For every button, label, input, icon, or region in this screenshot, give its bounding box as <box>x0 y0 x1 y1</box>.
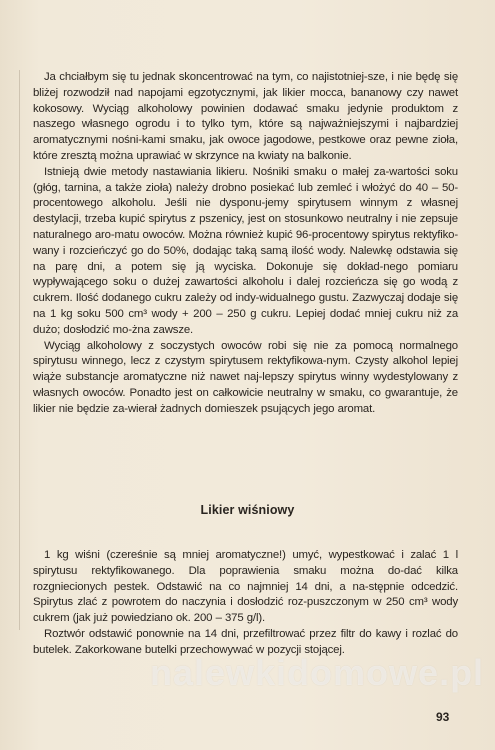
paragraph-extract: Wyciąg alkoholowy z soczystych owoców robi się nie za pomocą normalnego spirytusu winnego, lecz z czystym spirytusem rektyfikowa-nym. Czysty alkohol lepiej wiąże substancje aromatyczne niż nawet naj-lepszy spirytus winny wydestylowany z własnych owoców. Ponadto jest on całkowicie neutralny w smaku, co gwarantuje, że likier nie będzie za-wierał żadnych domieszek psujących jego aromat. <box>33 339 458 415</box>
recipe-heading: Likier wiśniowy <box>200 503 295 517</box>
paragraph-recipe-step-1: 1 kg wiśni (czereśnie są mniej aromatyczne!) umyć, wypestkować i zalać 1 l spirytusu rektyfikowanego. Dla poprawienia smaku można do-dać kilka rozgniecionych pestek. Odstawić na co najmniej 14 dni, a na-stępnie odcedzić. Spirytus zlać z powrotem do naczynia i dosłodzić roz-puszczonym w 250 cm³ wody cukrem (jak już powiedziano ok. 200 – 375 g/l). <box>33 549 458 625</box>
paragraph-intro: Ja chciałbym się tu jednak skoncentrować na tym, co najistotniej-sze, i nie będę się bliżej rozwodził nad napojami egzotycznymi, jak likier mocca, bananowy czy nawet kokosowy. Wyciąg alkoholowy powinien dodawać smaku jedynie produktom z naszego własnego ogrodu i to tylko tym, które są najważniejszymi i najbardziej aromatycznymi nośni-kami smaku, jak owoce jagodowe, pestkowe oraz pewne zioła, które zresztą można uprawiać w skrzynce na kwiaty na balkonie. <box>33 71 458 162</box>
recipe-text-block <box>33 548 458 659</box>
intro-text-block <box>33 70 458 418</box>
watermark-logo: nalewkidomowe.pl <box>150 652 485 693</box>
page-number: 93 <box>436 710 450 724</box>
page-gutter-line <box>19 70 20 630</box>
paragraph-methods: Istnieją dwie metody nastawiania likieru. Nośniki smaku o małej za-wartości soku (głóg, tarnina, a także zioła) należy drobno posiekać lub zemleć i włożyć do 40 – 50-procentowego alkoholu. Jeśli nie dysponu-jemy spirytusem winnym z własnej destylacji, trzeba kupić spirytus z pszenicy, jest on stosunkowo neutralny i nie zepsuje naturalnego aro-matu owoców. Można również kupić 96-procentowy spirytus rektyfiko-wany i rozcieńczyć go do 50%, dodając taką samą ilość wody. Nalewkę odstawia się na parę dni, a potem się ją wyciska. Dokonuje się dokład-nego pomiaru wypływającego soku o dużej zawartości alkoholu i dalej rozcieńcza się go wodą z cukrem. Ilość dodanego cukru zależy od indy-widualnego gustu. Zazwyczaj dodaje się na 1 kg soku 500 cm³ wody + 200 – 250 g cukru. Lepiej dodać mniej cukru niż za dużo; dosłodzić mo-żna zawsze. <box>33 165 458 336</box>
paragraph-recipe-step-2: Roztwór odstawić ponownie na 14 dni, przefiltrować przez filtr do kawy i rozlać do butelek. Zakorkowane butelki przechowywać w pozycji stojącej. <box>33 627 458 656</box>
